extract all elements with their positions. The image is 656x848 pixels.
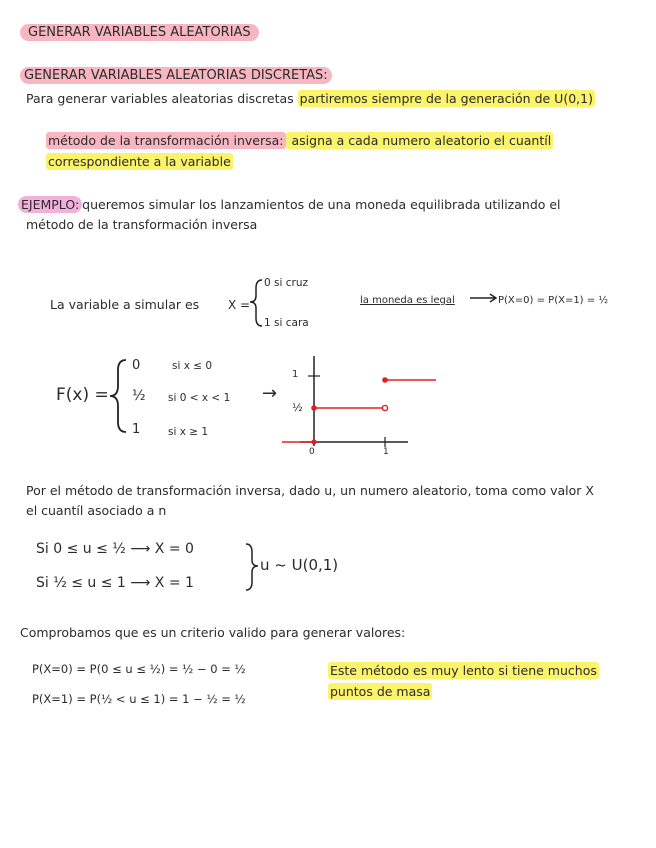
inverse-line1: Por el método de transformación inversa, dado u, un numero aleatorio, toma como valor X xyxy=(26,483,594,498)
graph-point-0 xyxy=(311,439,316,444)
section-subtitle-text: GENERAR VARIABLES ALEATORIAS DISCRETAS: xyxy=(20,67,332,84)
graph-xtick-0: 0 xyxy=(309,447,315,457)
cdf-value-1: ½ xyxy=(132,388,146,404)
method-definition-a: asigna a cada numero aleatorio el cuantíl xyxy=(287,133,552,148)
variable-intro: La variable a simular es xyxy=(50,297,200,312)
example-tag: EJEMPLO: xyxy=(18,196,82,213)
check-note-text-2: puntos de masa xyxy=(330,684,431,699)
example-line2: método de la transformación inversa xyxy=(26,217,258,232)
note-arrow xyxy=(470,294,496,302)
variable-x-eq: X = xyxy=(228,298,251,312)
example-text-1: queremos simular los lanzamientos de una moneda equilibrada utilizando el xyxy=(82,197,561,212)
intro-plain: Para generar variables aleatorias discretas xyxy=(26,91,298,106)
variable-case0: 0 si cruz xyxy=(264,277,308,289)
cdf-cond-0: si x ≤ 0 xyxy=(172,360,213,372)
cdf-value-2: 1 xyxy=(132,422,141,437)
check-intro: Comprobamos que es un criterio valido para generar valores: xyxy=(20,625,406,640)
cdf-label: F(x) = xyxy=(56,385,109,405)
fair-coin-note: la moneda es legal xyxy=(360,295,455,306)
cdf-cond-1: si 0 < x < 1 xyxy=(168,392,231,404)
graph-ytick-half: ½ xyxy=(292,401,303,414)
rules-brace xyxy=(246,544,258,590)
method-definition-b: correspondiente a la variable xyxy=(48,154,231,169)
inverse-line2: el cuantíl asociado a n xyxy=(26,503,167,518)
graph-open-point-half xyxy=(382,405,387,410)
rule-1: Si 0 ≤ u ≤ ½ ⟶ X = 0 xyxy=(36,541,194,557)
graph-point-1 xyxy=(382,377,388,383)
graph-xtick-1: 1 xyxy=(383,447,389,457)
graph-point-half xyxy=(311,405,317,411)
check-eq1: P(X=0) = P(0 ≤ u ≤ ½) = ½ − 0 = ½ xyxy=(32,662,246,676)
cdf-value-0: 0 xyxy=(132,358,141,373)
page-title-text: GENERAR VARIABLES ALEATORIAS xyxy=(20,24,259,41)
graph-ytick-1: 1 xyxy=(292,369,299,380)
rule-2: Si ½ ≤ u ≤ 1 ⟶ X = 1 xyxy=(36,575,194,591)
intro-highlight: partiremos siempre de la generación de U(0,1) xyxy=(299,91,593,106)
rules-distribution: u ~ U(0,1) xyxy=(260,556,339,574)
cdf-cond-2: si x ≥ 1 xyxy=(168,426,209,438)
check-eq2: P(X=1) = P(½ < u ≤ 1) = 1 − ½ = ½ xyxy=(32,692,246,706)
variable-brace xyxy=(250,280,262,326)
method-term: método de la transformación inversa: xyxy=(48,133,284,148)
check-note-text-1: Este método es muy lento si tiene muchos xyxy=(330,663,597,678)
cdf-arrow: → xyxy=(262,383,278,404)
variable-case1: 1 si cara xyxy=(264,317,309,329)
cdf-brace xyxy=(110,360,126,432)
equal-probability: P(X=0) = P(X=1) = ½ xyxy=(498,295,609,306)
